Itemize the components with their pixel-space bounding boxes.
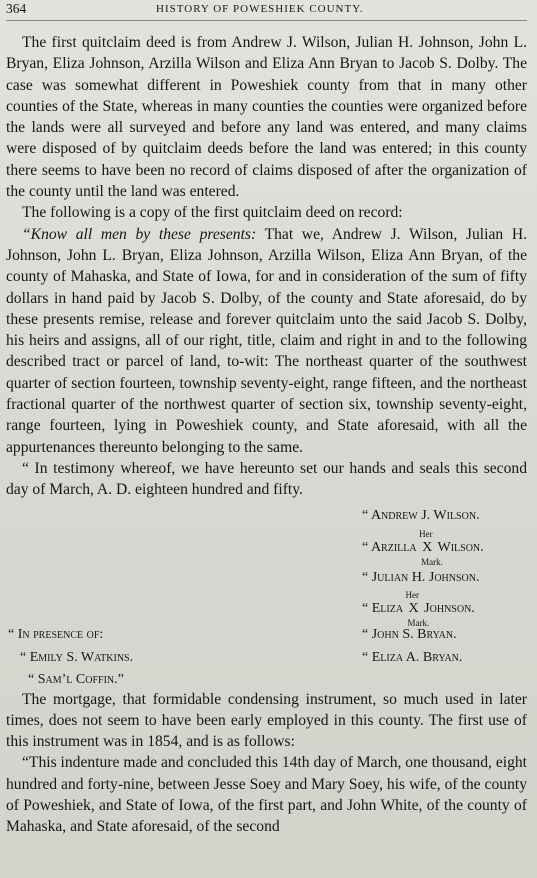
paragraph-quitclaim-intro: The first quitclaim deed is from Andrew J. Wilson, Julian H. Johnson, John L. Bryan, Eliza Johnson, Arzilla Wilson and Eliza Ann Bryan to Jacob S. Dolby. The case was somewhat different in Poweshiek county from that in many other counties of the State, whereas in many counties the counties were organized before the lands were all surveyed and before any land was entered, and many claims were disposed of by quitclaim deeds before the land was entered; in this county there seems to have been no record of claims disposed of after the organization of the county until the land was entered.	[6, 34, 527, 201]
signature-mark: Her X Mark.	[405, 589, 430, 628]
witness-samuel-coffin: “ Sam’l Coffin.”	[28, 671, 124, 687]
signature-julian-johnson: “ Julian H. Johnson.	[362, 569, 480, 585]
signature-eliza-johnson: “ Eliza Her X Mark. Johnson.	[362, 589, 475, 628]
deed-text: That we, Andrew J. Wilson, Julian H. Johnson, John L. Bryan, Eliza Johnson, Arzilla Wilson, Eliza Ann Bryan, of the county of Mahaska, and State of Iowa, for and in consideration of the sum of fifty dollars in hand paid by Jacob S. Dolby, of the county and State aforesaid, do by these presents remise, release and forever quitclaim unto the said Jacob S. Dolby, his heirs and assigns, all of our right, title, claim and right in and to the following described tract or parcel of land, to-wit: The northeast quarter of the southwest quarter of section fourteen, township seventy-eight, range fifteen, and the northeast fractional quarter of the northwest quarter of section six, township seventy-eight, range fourteen, lying in Poweshiek county, and State aforesaid, with all the appurtenances thereunto belonging to the same.	[6, 225, 527, 456]
paragraph-mortgage: The mortgage, that formidable condensing instrument, so much used in later times, does not seem to have been early employed in this county. The first use of this instrument was in 1854, and is as follows:	[6, 690, 527, 751]
body-text	[6, 32, 527, 501]
witness-emily-watkins: “ Emily S. Watkins.	[20, 649, 134, 665]
page-header	[6, 0, 527, 21]
deed-opening: “Know all men by these presents:	[22, 225, 257, 243]
closing-text	[6, 689, 527, 838]
paragraph-deed-intro: The following is a copy of the first quitclaim deed on record:	[22, 204, 403, 222]
running-title: HISTORY OF POWESHIEK COUNTY.	[156, 3, 364, 15]
paragraph-deed	[6, 224, 527, 458]
signature-eliza-bryan: “ Eliza A. Bryan.	[362, 649, 463, 665]
signature-andrew-wilson: “ Andrew J. Wilson.	[362, 507, 480, 523]
signature-arzilla-wilson: “ Arzilla Her X Mark. Wilson.	[362, 528, 484, 567]
signature-block	[6, 501, 527, 687]
paragraph-testimony: “ In testimony whereof, we have hereunto set our hands and seals this second day of March, A. D. eighteen hundred and fifty.	[6, 459, 527, 499]
presence-line: “ In presence of:	[8, 626, 104, 642]
page-number: 364	[6, 1, 27, 16]
signature-john-bryan: “ John S. Bryan.	[362, 626, 457, 642]
signature-mark: Her X Mark.	[419, 528, 443, 567]
paragraph-indenture: “This indenture made and concluded this 14th day of March, one thousand, eight hundred and forty-nine, between Jesse Soey and Mary Soey, his wife, of the county of Poweshiek, and State of Iowa, of the first part, and John White, of the county of Mahaska, and State aforesaid, of the second	[6, 754, 527, 836]
